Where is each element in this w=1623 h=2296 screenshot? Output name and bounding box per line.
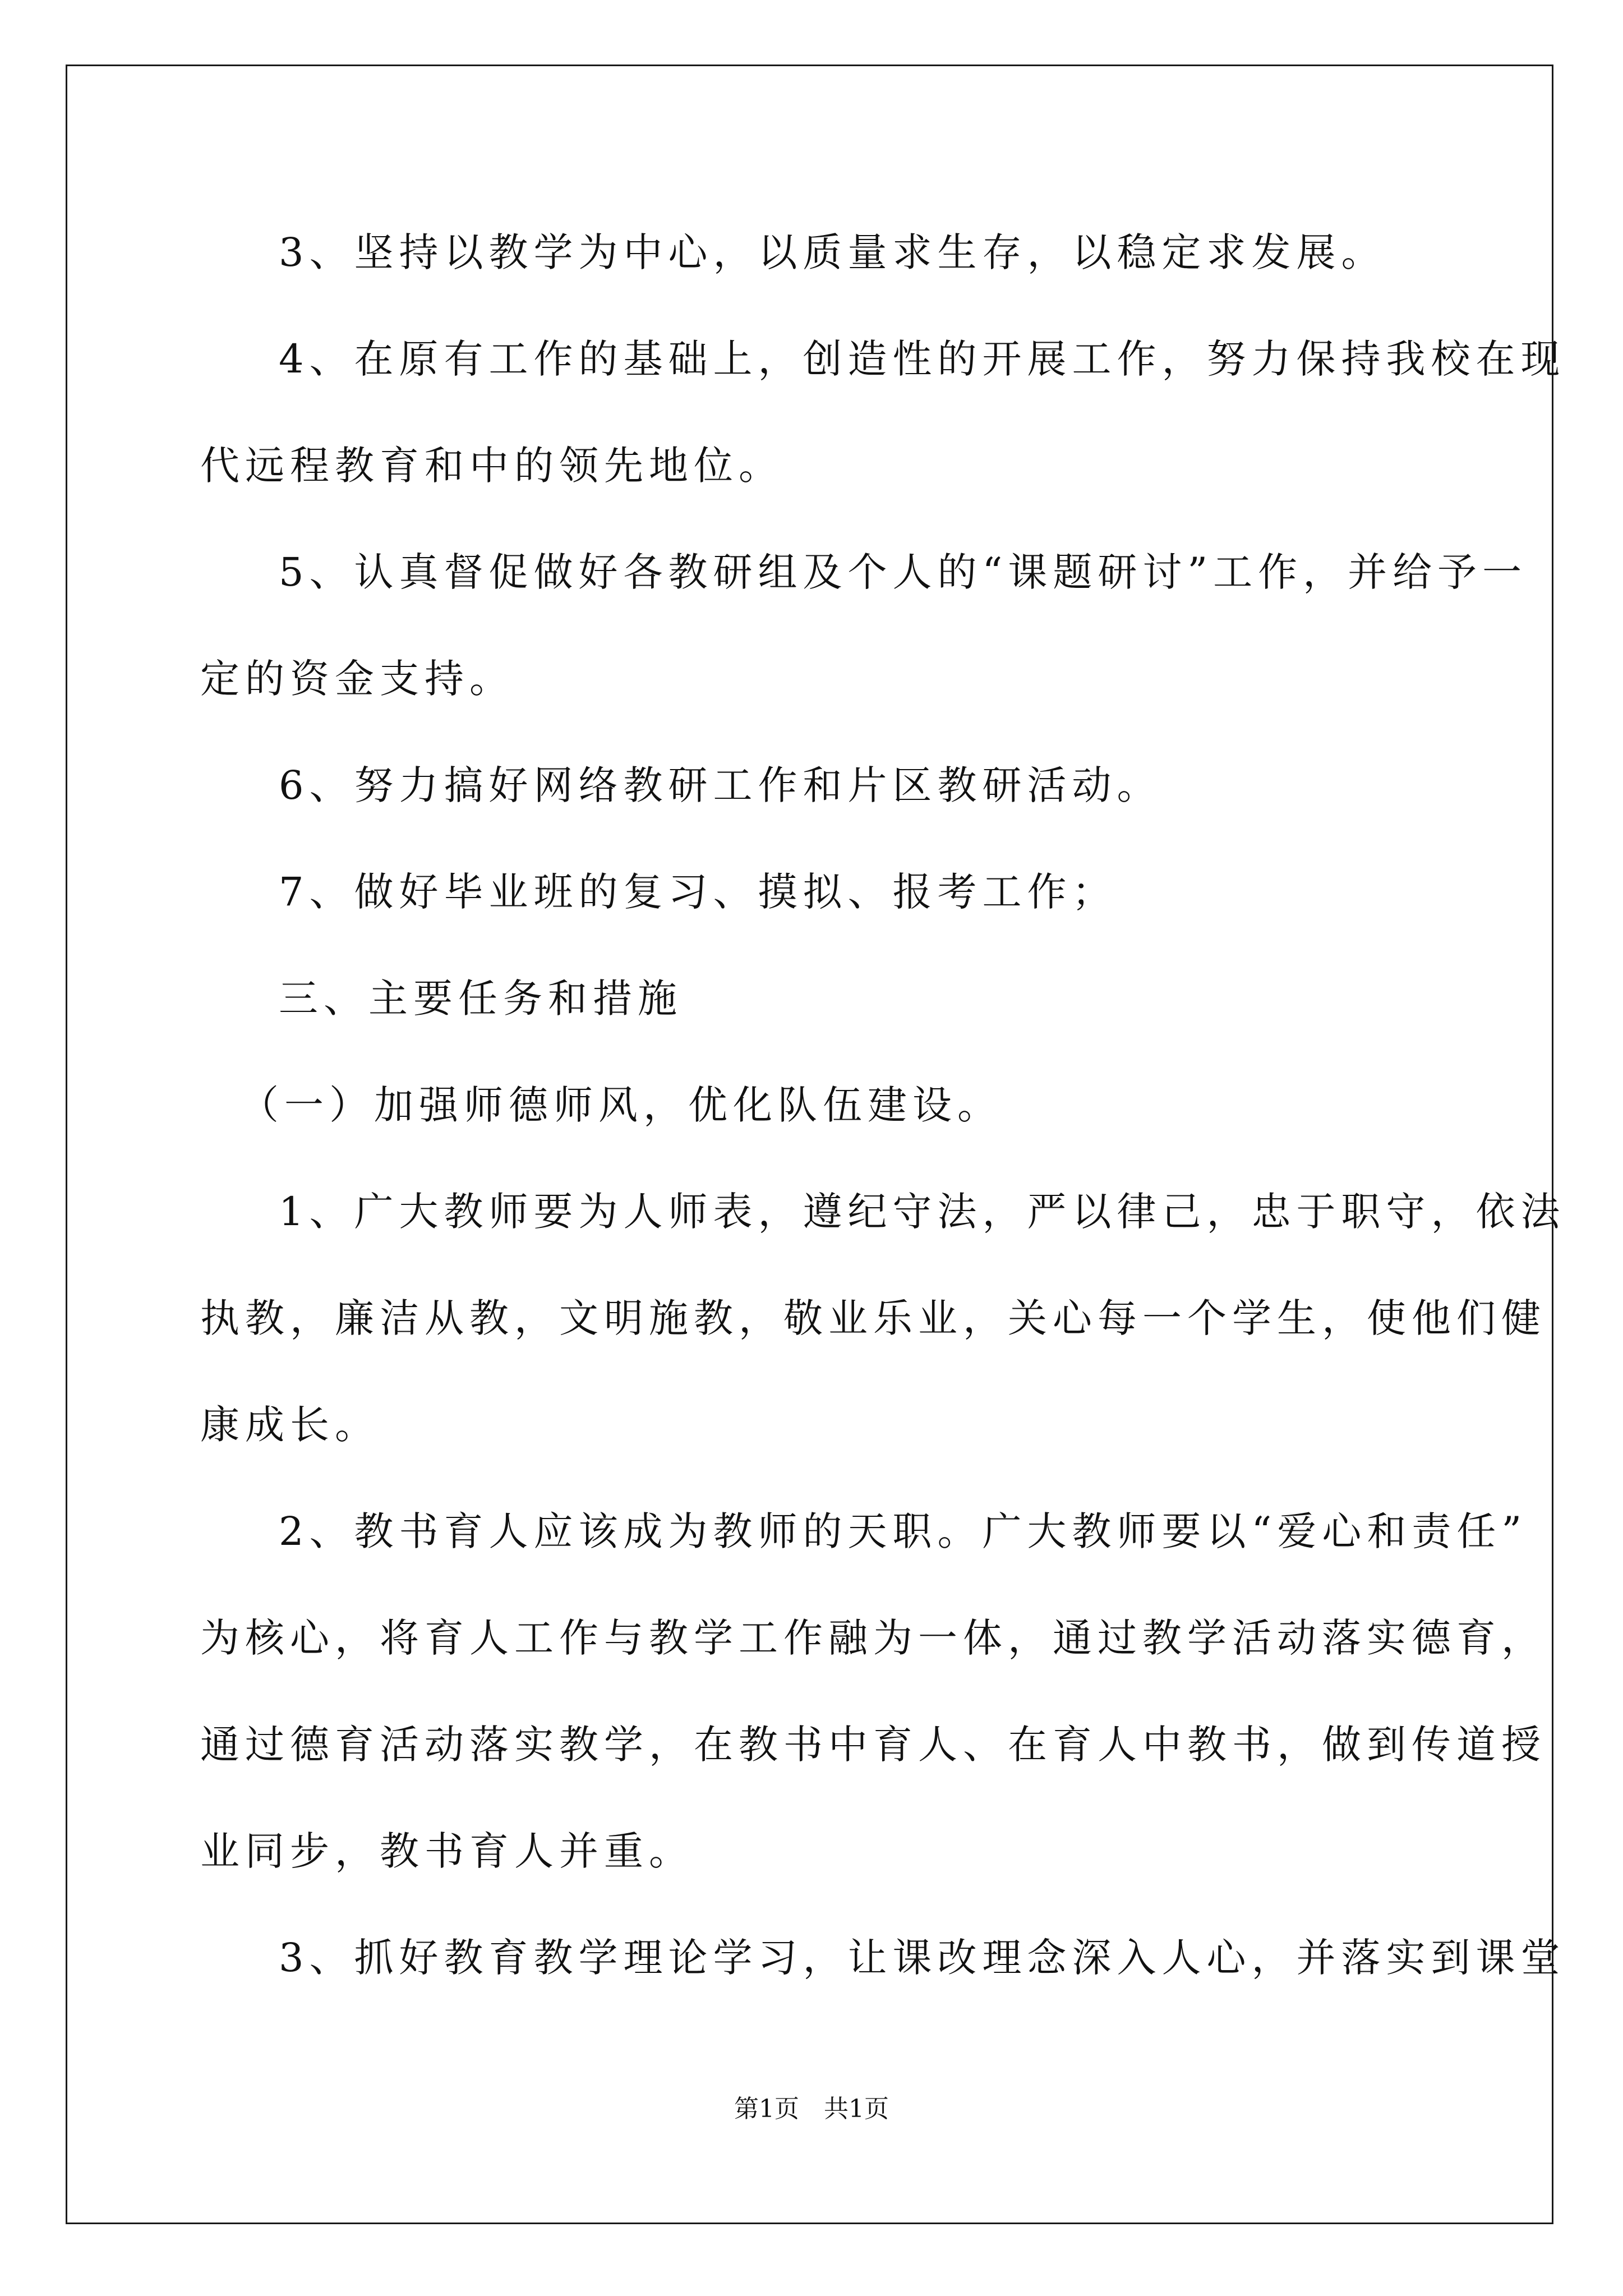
paragraph-line: 7、做好毕业班的复习、摸拟、报考工作；: [279, 869, 1117, 915]
paragraph-line: 执教，廉洁从教，文明施教，敬业乐业，关心每一个学生，使他们健: [200, 1295, 1546, 1341]
paragraph-line: 5、认真督促做好各教研组及个人的“课题研讨”工作，并给予一: [279, 549, 1528, 595]
paragraph-line: 为核心，将育人工作与教学工作融为一体，通过教学活动落实德育，: [200, 1615, 1546, 1661]
paragraph-line: 3、抓好教育教学理论学习，让课改理念深入人心，并落实到课堂: [279, 1935, 1566, 1981]
paragraph-line: 1、广大教师要为人师表，遵纪守法，严以律己，忠于职守，依法: [279, 1189, 1566, 1235]
paragraph-line: 6、努力搞好网络教研工作和片区教研活动。: [279, 762, 1162, 808]
paragraph-line: 代远程教育和中的领先地位。: [200, 443, 783, 489]
paragraph-line: 通过德育活动落实教学，在教书中育人、在育人中教书，做到传道授: [200, 1722, 1546, 1768]
paragraph-line: 康成长。: [200, 1402, 380, 1448]
paragraph-line: 2、教书育人应该成为教师的天职。广大教师要以“爱心和责任”: [279, 1508, 1528, 1554]
subsection-heading: （一）加强师德师风，优化队伍建设。: [239, 1082, 1002, 1128]
paragraph-line: 4、在原有工作的基础上，创造性的开展工作，努力保持我校在现: [279, 336, 1566, 382]
page-number-footer: 第1页 共1页: [734, 2095, 889, 2123]
paragraph-line: 3、坚持以教学为中心，以质量求生存，以稳定求发展。: [279, 229, 1386, 275]
paragraph-line: 定的资金支持。: [200, 656, 514, 702]
section-heading: 三、主要任务和措施: [279, 976, 683, 1022]
page-border: [66, 65, 1553, 2224]
paragraph-line: 业同步，教书育人并重。: [200, 1828, 694, 1874]
